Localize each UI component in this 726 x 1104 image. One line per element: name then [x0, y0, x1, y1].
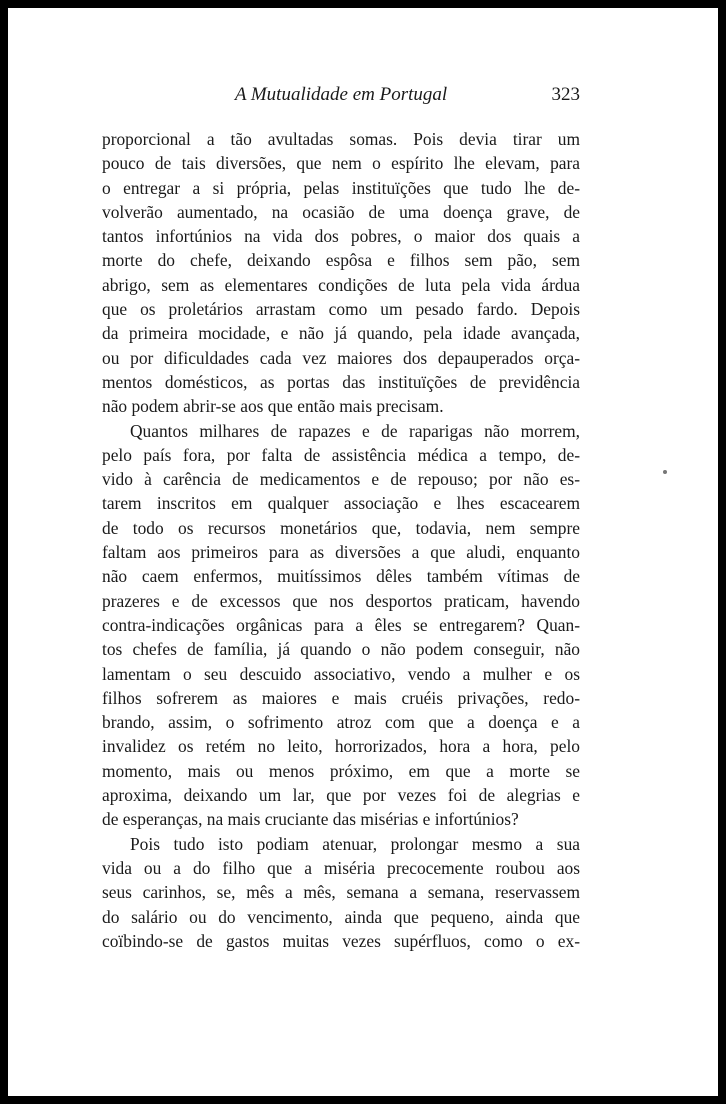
- text-line: tarem inscritos em qualquer associação e lhes escacearem: [102, 493, 580, 514]
- paragraph-3: [102, 832, 580, 953]
- text-line: proporcional a tão avultadas somas. Pois devia tirar um: [102, 129, 580, 149]
- text-line: pelo país fora, por falta de assistência médica a tempo, de-: [102, 444, 580, 465]
- text-line: Pois tudo isto podiam atenuar, prolongar mesmo a sua: [130, 833, 580, 854]
- text-line: vido à carência de medicamentos e de repouso; por não es-: [102, 469, 580, 490]
- text-line: que os proletários arrastam como um pesado fardo. Depois: [102, 299, 580, 320]
- text-line: ou por dificuldades cada vez maiores dos depauperados orça-: [102, 347, 580, 368]
- text-line: brando, assim, o sofrimento atroz com que a doença e a: [102, 712, 580, 733]
- text-line: filhos sofrerem as maiores e mais cruéis privações, redo-: [102, 687, 580, 708]
- text-line: prazeres e de excessos que nos desportos praticam, havendo: [102, 590, 580, 611]
- text-line: coïbindo-se de gastos muitas vezes supérfluos, como o ex-: [102, 930, 580, 951]
- text-line: volverão aumentado, na ocasião de uma doença grave, de: [102, 201, 580, 222]
- text-line: tos chefes de família, já quando o não podem conseguir, não: [102, 639, 580, 660]
- paragraph-1: [102, 127, 580, 419]
- running-title: A Mutualidade em Portugal: [234, 84, 448, 105]
- text-line: Quantos milhares de rapazes e de raparigas não morrem,: [130, 420, 580, 441]
- page-number: 323: [551, 84, 580, 105]
- text-line: abrigo, sem as elementares condições de luta pela vida árdua: [102, 274, 580, 295]
- text-line: de todo os recursos monetários que, todavia, nem sempre: [102, 517, 580, 538]
- body-text: [102, 127, 580, 953]
- text-line: morte do chefe, deixando espôsa e filhos sem pão, sem: [102, 250, 580, 271]
- text-line: vida ou a do filho que a miséria precocemente roubou aos: [102, 857, 580, 878]
- text-line: momento, mais ou menos próximo, em que a morte se: [102, 760, 580, 781]
- text-line: mentos domésticos, as portas das instituïções de previdência: [102, 371, 580, 392]
- text-line: seus carinhos, se, mês a mês, semana a semana, reservassem: [102, 882, 580, 903]
- text-line: não podem abrir-se aos que então mais precisam.: [102, 396, 444, 417]
- text-line: lamentam o seu descuido associativo, vendo a mulher e os: [102, 663, 580, 684]
- text-line: aproxima, deixando um lar, que por vezes foi de alegrias e: [102, 785, 580, 806]
- text-line: tantos infortúnios na vida dos pobres, o maior dos quais a: [102, 226, 580, 247]
- text-line: faltam aos primeiros para as diversões a que aludi, enquanto: [102, 542, 580, 563]
- text-line: contra-indicações orgânicas para a êles se entregarem? Quan-: [102, 614, 580, 635]
- text-line: pouco de tais diversões, que nem o espírito lhe elevam, para: [102, 153, 580, 174]
- running-head: [102, 84, 580, 114]
- text-line: da primeira mocidade, e não já quando, pela idade avançada,: [102, 323, 580, 344]
- text-line: o entregar a si própria, pelas instituïções que tudo lhe de-: [102, 177, 580, 198]
- book-page: [8, 8, 718, 1096]
- text-line: não caem enfermos, muitíssimos dêles também vítimas de: [102, 566, 580, 587]
- paragraph-2: [102, 419, 580, 832]
- text-line: invalidez os retém no leito, horrorizados, hora a hora, pelo: [102, 736, 580, 757]
- ink-speck: [663, 470, 667, 474]
- text-line: do salário ou do vencimento, ainda que pequeno, ainda que: [102, 906, 580, 927]
- text-line: de esperanças, na mais cruciante das misérias e infortúnios?: [102, 809, 519, 830]
